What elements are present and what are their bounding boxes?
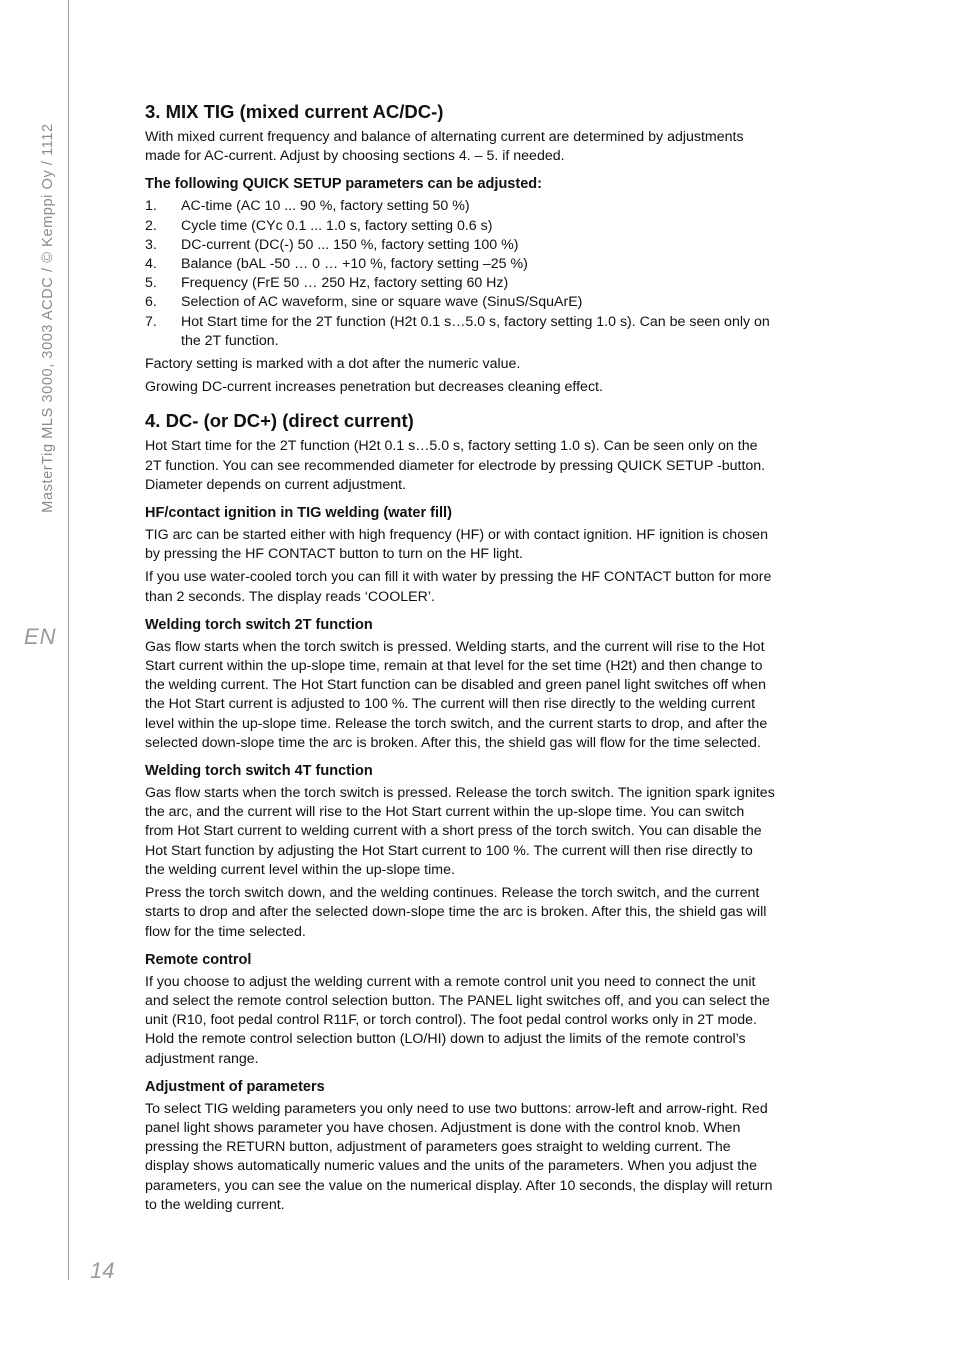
language-tag: EN [24, 624, 57, 649]
list-item: 7. Hot Start time for the 2T function (H2t 0.1 s…5.0 s, factory setting 1.0 s). Can be seen only on the 2T function. [145, 313, 770, 349]
section-3-title: 3. MIX TIG (mixed current AC/DC-) [145, 101, 444, 122]
hf-paragraph-2: If you use water-cooled torch you can fill it with water by pressing the HF CONTACT button for more than 2 seconds. The display reads ‘COOLER’. [145, 569, 772, 605]
factory-setting-note: Factory setting is marked with a dot after the numeric value. [145, 356, 521, 373]
hf-paragraph-1: TIG arc can be started either with high frequency (HF) or with contact ignition. HF ignition is chosen by pressing the HF CONTACT button to turn on the HF light. [145, 527, 768, 563]
dc-current-note: Growing DC-current increases penetration but decreases cleaning effect. [145, 379, 603, 396]
list-item: 4. Balance (bAL -50 … 0 … +10 %, factory setting –25 %) [145, 256, 528, 273]
list-item: 1. AC-time (AC 10 ... 90 %, factory setting 50 %) [145, 198, 470, 215]
adjustment-paragraph: To select TIG welding parameters you only need to use two buttons: arrow-left and arrow-right. Red panel light shows parameter you have chosen. Adjustment is done with the control knob. When pressing the RETURN button, adjustment of parameters goes straight to welding current. The display shows automatically numeric values and the units of the parameters. When you adjust the parameters, you can see the value on the numerical display. After 10 seconds, the display will return to the welding current. [145, 1100, 773, 1213]
list-item: 5. Frequency (FrE 50 … 250 Hz, factory setting 60 Hz) [145, 275, 509, 292]
list-item: 6. Selection of AC waveform, sine or square wave (SinuS/SquArE) [145, 294, 583, 311]
quick-setup-list [145, 197, 775, 351]
section-4-title: 4. DC- (or DC+) (direct current) [145, 410, 414, 432]
torch-2t-heading: Welding torch switch 2T function [145, 616, 373, 633]
section-3-intro: With mixed current frequency and balance of alternating current are determined by adjustments made for AC-current. Adjust by choosing sections 4. – 5. if needed. [145, 129, 744, 165]
torch-2t-paragraph: Gas flow starts when the torch switch is pressed. Welding starts, and the current will rise to the Hot Start current within the up-slope time, remain at that level for the set time (H2t) and then change to the welding current. The Hot Start function can be disabled and green panel light switches off when the Hot Start current is adjusted to 100 %. The current will then rise directly to the welding current level within the up-slope time. Release the torch switch, and the current starts to drop, and after the selected down-slope time the arc is broken. After this, the shield gas will flow for the time selected. [145, 638, 768, 751]
torch-4t-paragraph-2: Press the torch switch down, and the welding continues. Release the torch switch, and the current starts to drop and after the selected down-slope time the arc is broken. After this, the shield gas will flow for the time selected. [145, 885, 767, 940]
page-number: 14 [90, 1258, 115, 1283]
remote-control-heading: Remote control [145, 951, 252, 968]
section-4-intro: Hot Start time for the 2T function (H2t 0.1 s…5.0 s, factory setting 1.0 s). Can be seen only on the 2T function. You can see recommended diameter for electrode by pressing QUICK SETUP -button. Diameter depends on current adjustment. [145, 438, 766, 493]
list-item: 3. DC-current (DC(-) 50 ... 150 %, factory setting 100 %) [145, 236, 519, 253]
document-footer-vertical: MasterTig MLS 3000, 3003 ACDC / © Kemppi Oy / 1112 [40, 123, 56, 513]
torch-4t-paragraph-1: Gas flow starts when the torch switch is pressed. Release the torch switch. The ignition spark ignites the arc, and the current will rise to the Hot Start current within the up-slope time. You can switch from Hot Start current to welding current with a short press of the torch switch. You can disable the Hot Start function by adjusting the Hot Start current to 100 %. The current will then rise directly to the welding current level within the up-slope time. [145, 785, 775, 878]
quick-setup-heading: The following QUICK SETUP parameters can be adjusted: [145, 176, 542, 193]
page-content [145, 100, 775, 1219]
hf-heading: HF/contact ignition in TIG welding (water fill) [145, 505, 452, 522]
adjustment-heading: Adjustment of parameters [145, 1078, 325, 1095]
remote-control-paragraph: If you choose to adjust the welding current with a remote control unit you need to connect the unit and select the remote control selection button. The PANEL light switches off, and you can select the unit (R10, foot pedal control R11F, or torch control). The foot pedal control works only in 2T mode. Hold the remote control selection button (LO/HI) down to adjust the limits of the remote control’s adjustment range. [145, 973, 770, 1067]
list-item: 2. Cycle time (CYc 0.1 ... 1.0 s, factory setting 0.6 s) [145, 217, 493, 234]
margin-rule [68, 0, 69, 1280]
torch-4t-heading: Welding torch switch 4T function [145, 763, 373, 780]
